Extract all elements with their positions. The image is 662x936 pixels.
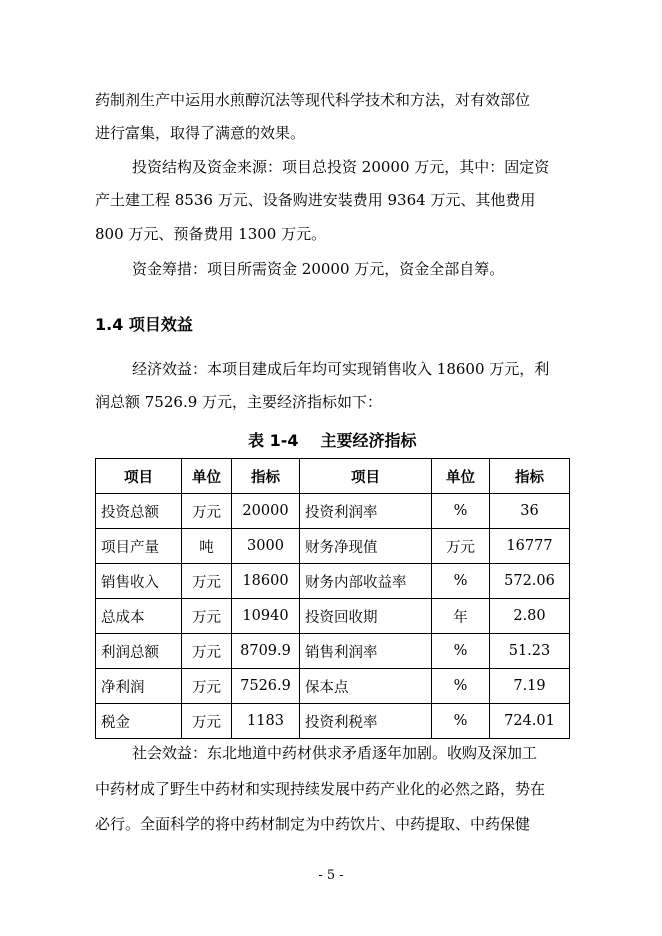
table-cell: 3000 (232, 529, 300, 564)
page-number: - 5 - (318, 868, 344, 883)
table-cell: 总成本 (96, 599, 182, 634)
table-cell: 万元 (182, 669, 232, 704)
table-cell: 销售利润率 (300, 634, 432, 669)
paragraph-line: 必行。全面科学的将中药材制定为中药饮片、中药提取、中药保健 (95, 815, 531, 833)
table-cell: 财务内部收益率 (300, 564, 432, 599)
table-cell: 7.19 (490, 669, 570, 704)
paragraph-line: 经济效益：本项目建成后年均可实现销售收入 18600 万元，利 (132, 360, 550, 378)
paragraph-line: 800 万元、预备费用 1300 万元。 (95, 225, 327, 243)
column-header: 项目 (300, 459, 432, 494)
paragraph-line: 投资结构及资金来源：项目总投资 20000 万元，其中：固定资 (132, 158, 550, 176)
table-caption-title: 主要经济指标 (320, 431, 417, 450)
table-cell: 724.01 (490, 704, 570, 739)
table-cell: 万元 (182, 564, 232, 599)
column-header: 指标 (490, 459, 570, 494)
paragraph-line: 中药材成了野生中药材和实现持续发展中药产业化的必然之路，势在 (95, 780, 546, 798)
table-cell: 投资回收期 (300, 599, 432, 634)
paragraph-line: 药制剂生产中运用水煎醇沉法等现代科学技术和方法，对有效部位 (95, 91, 531, 109)
table-row (96, 599, 570, 634)
column-header: 单位 (432, 459, 490, 494)
table-cell: 投资利润率 (300, 494, 432, 529)
table-cell: 年 (432, 599, 490, 634)
table-row (96, 634, 570, 669)
column-header: 项目 (96, 459, 182, 494)
table-cell: 税金 (96, 704, 182, 739)
table-cell: % (432, 564, 490, 599)
column-header: 指标 (232, 459, 300, 494)
table-cell: 36 (490, 494, 570, 529)
table-cell: 财务净现值 (300, 529, 432, 564)
table-row (96, 704, 570, 739)
table-row (96, 564, 570, 599)
table-cell: % (432, 704, 490, 739)
table-cell: 18600 (232, 564, 300, 599)
column-header: 单位 (182, 459, 232, 494)
table-header-row (96, 459, 570, 494)
table-cell: 投资总额 (96, 494, 182, 529)
table-cell: 10940 (232, 599, 300, 634)
table-cell: 2.80 (490, 599, 570, 634)
table-cell: 净利润 (96, 669, 182, 704)
table-cell: 20000 (232, 494, 300, 529)
table-cell: 万元 (182, 599, 232, 634)
table-row (96, 529, 570, 564)
table-cell: 万元 (182, 494, 232, 529)
table-cell: 销售收入 (96, 564, 182, 599)
table-cell: 利润总额 (96, 634, 182, 669)
paragraph-line: 润总额 7526.9 万元，主要经济指标如下： (95, 393, 383, 411)
table-cell: % (432, 634, 490, 669)
table-cell: 51.23 (490, 634, 570, 669)
economic-indicators-table (95, 458, 570, 739)
paragraph-line: 社会效益：东北地道中药材供求矛盾逐年加剧。收购及深加工 (132, 744, 538, 762)
table-cell: 万元 (182, 634, 232, 669)
table-cell: 吨 (182, 529, 232, 564)
table-row (96, 669, 570, 704)
section-heading: 1.4 项目效益 (95, 315, 193, 334)
table-cell: 1183 (232, 704, 300, 739)
table-caption-number: 表 1-4 (248, 431, 299, 450)
paragraph-line: 产土建工程 8536 万元、设备购进安装费用 9364 万元、其他费用 (95, 191, 536, 209)
table-cell: 16777 (490, 529, 570, 564)
paragraph-line: 进行富集，取得了满意的效果。 (95, 124, 306, 142)
table-cell: 万元 (182, 704, 232, 739)
table-cell: % (432, 669, 490, 704)
table-cell: 万元 (432, 529, 490, 564)
table-cell: 7526.9 (232, 669, 300, 704)
table-cell: % (432, 494, 490, 529)
table-cell: 保本点 (300, 669, 432, 704)
table-cell: 572.06 (490, 564, 570, 599)
table-caption (248, 428, 417, 451)
table-row (96, 494, 570, 529)
paragraph-line: 资金筹措：项目所需资金 20000 万元，资金全部自筹。 (132, 260, 505, 278)
table-cell: 项目产量 (96, 529, 182, 564)
table-cell: 8709.9 (232, 634, 300, 669)
table-cell: 投资利税率 (300, 704, 432, 739)
